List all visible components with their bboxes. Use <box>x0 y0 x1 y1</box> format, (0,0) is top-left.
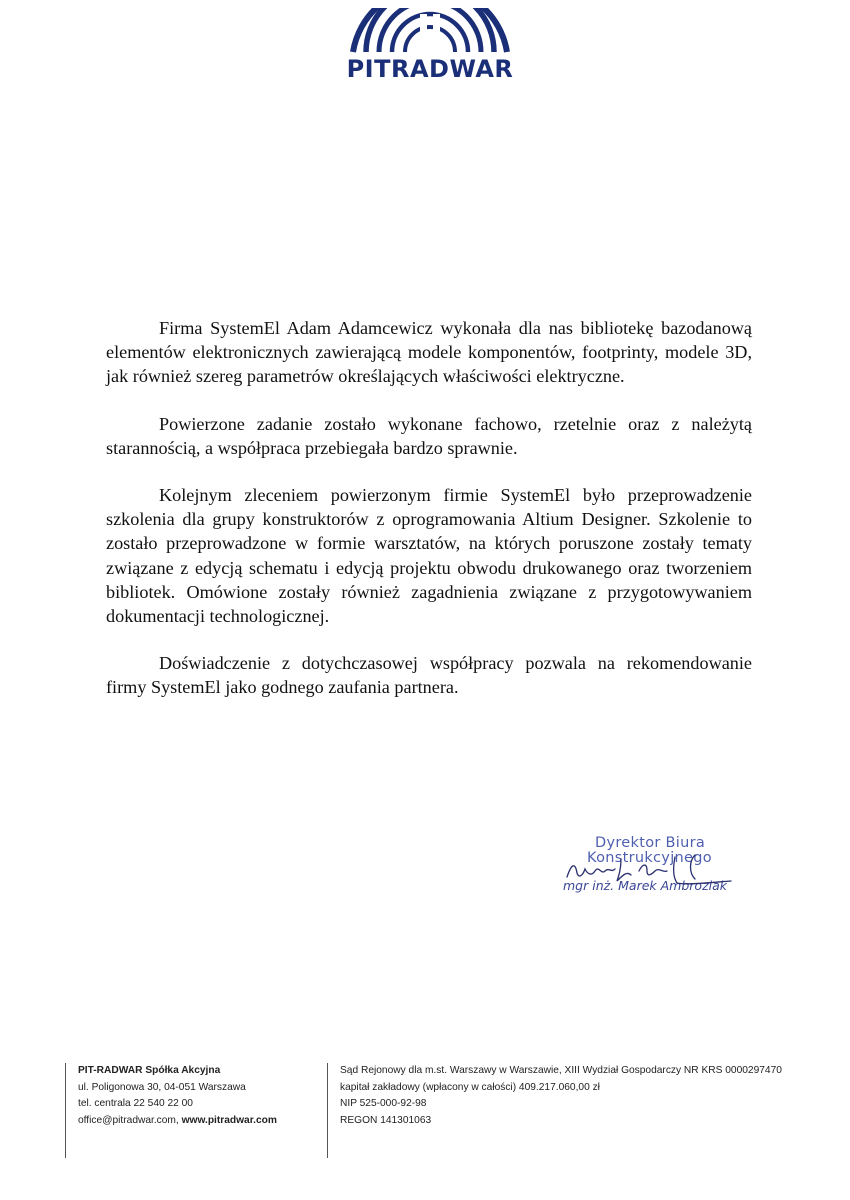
paragraph-4: Doświadczenie z dotychczasowej współpracy pozwala na rekomendowanie firmy SystemEl jako godnego zaufania partnera. <box>106 653 752 698</box>
letter-body <box>106 316 752 700</box>
footer-separator: , <box>175 1114 182 1126</box>
stamp-title-line-2: Konstrukcyjnego <box>587 850 712 866</box>
footer-address: ul. Poligonowa 30, 04-051 Warszawa <box>78 1081 246 1093</box>
company-logo <box>325 8 535 83</box>
footer-nip: NIP 525-000-92-98 <box>340 1098 427 1110</box>
footer-capital: kapitał zakładowy (wpłacony w całości) 409.217.060,00 zł <box>340 1081 600 1093</box>
footer-phone: tel. centrala 22 540 22 00 <box>78 1098 193 1110</box>
stamp-title-line-1: Dyrektor Biura <box>595 835 706 851</box>
footer-contact-line <box>78 1113 323 1130</box>
footer-email-link[interactable]: office@pitradwar.com <box>78 1114 176 1126</box>
footer-regon: REGON 141301063 <box>340 1114 432 1126</box>
handwritten-signature-icon <box>555 835 755 905</box>
paragraph-1: Firma SystemEl Adam Adamcewicz wykonała dla nas bibliotekę bazodanową elementów elektronicznych zawierającą modele komponentów, footprinty, modele 3D, jak również szereg parametrów określających właściwości elektryczne. <box>106 318 752 387</box>
paragraph-3: Kolejnym zleceniem powierzonym firmie SystemEl było przeprowadzenie szkolenia dla grupy konstruktorów z oprogramowania Altium Designer. Szkolenie to zostało przeprowadzone w formie warsztatów, na których poruszone zostały tematy związane z edycją schematu i edycją projektu obwodu drukowanego oraz tworzeniem bibliotek. Omówione zostały również zagadnienia związane z przygotowywaniem dokumentacji technologicznej. <box>106 485 752 627</box>
footer-court: Sąd Rejonowy dla m.st. Warszawy w Warszawie, XIII Wydział Gospodarczy NR KRS 0000297470 <box>340 1065 782 1076</box>
footer-company-info <box>65 1063 323 1158</box>
paragraph-2: Powierzone zadanie zostało wykonane fachowo, rzetelnie oraz z należytą starannością, a współpraca przebiegała bardzo sprawnie. <box>106 413 752 458</box>
footer-company-name: PIT-RADWAR Spółka Akcyjna <box>78 1065 221 1076</box>
logo-wordmark: PITRADWAR <box>346 55 514 83</box>
footer-registration-info <box>327 1063 820 1158</box>
stamp-name: mgr inż. Marek Ambroziak <box>563 878 727 893</box>
footer-website-link[interactable]: www.pitradwar.com <box>181 1114 277 1126</box>
signature-stamp <box>555 835 755 905</box>
radar-arcs-logo-icon <box>325 8 535 83</box>
